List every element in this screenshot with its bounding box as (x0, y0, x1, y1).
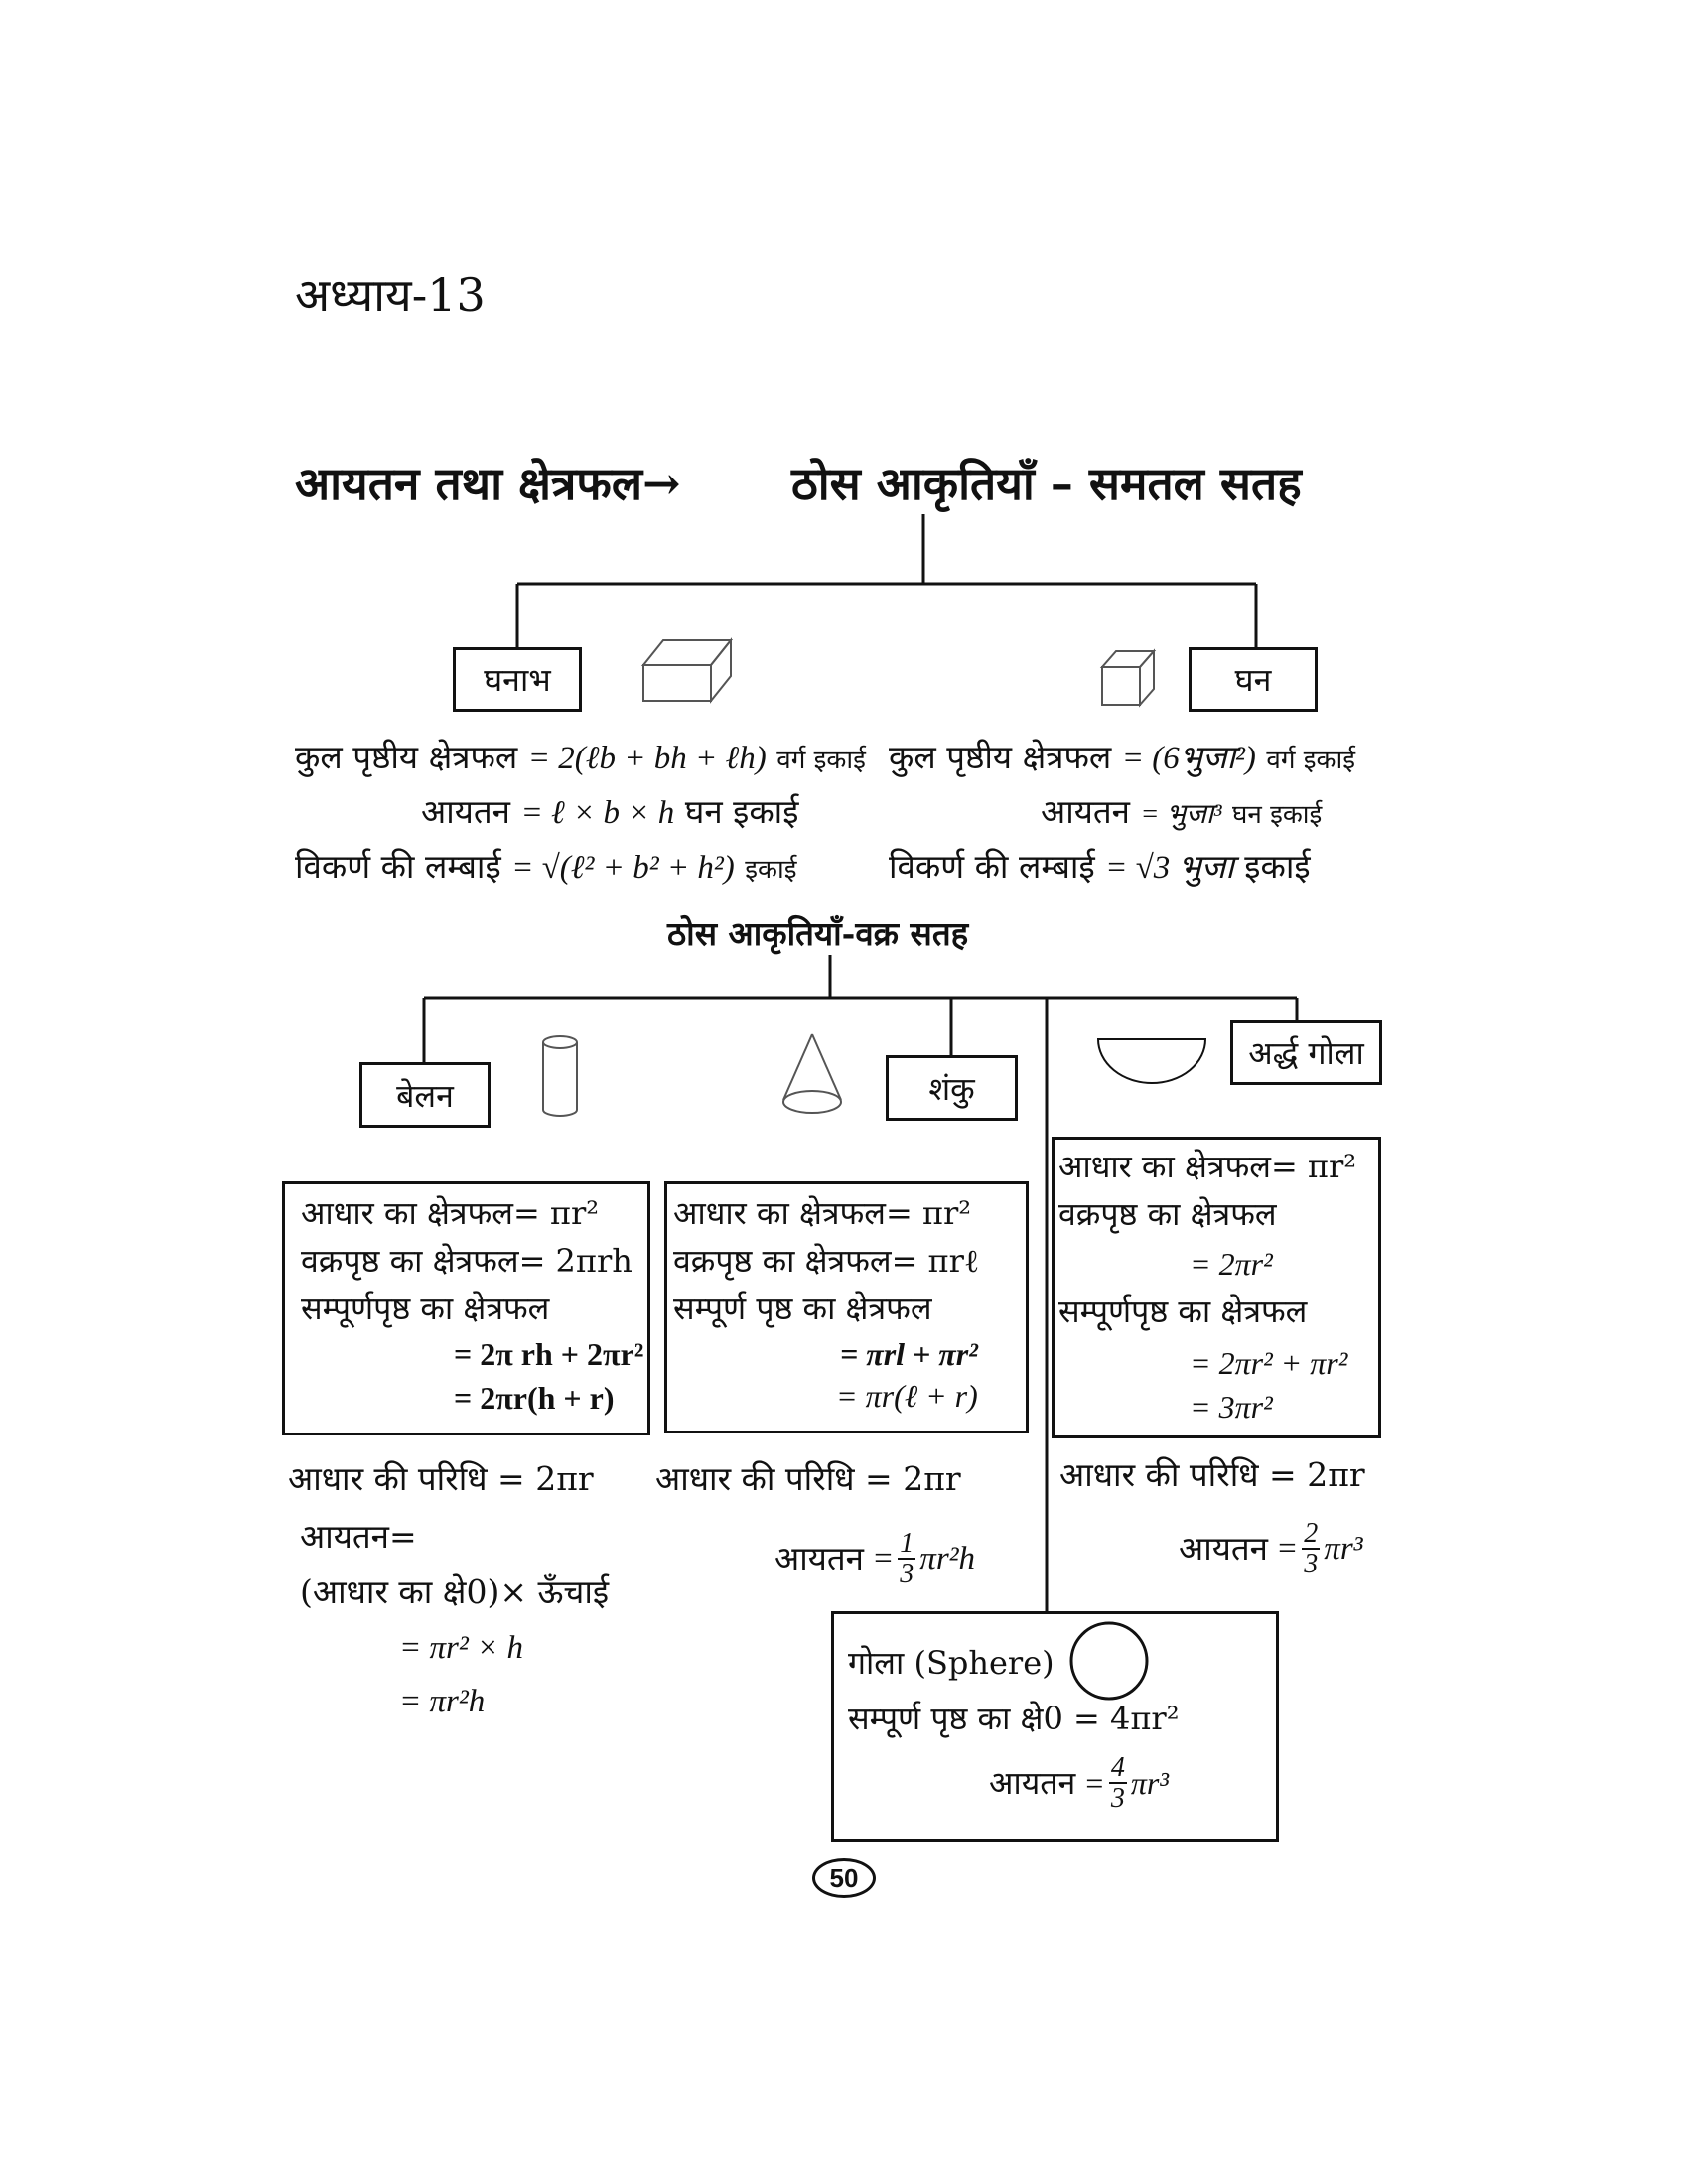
hemisphere-tsa-1: = 2πr² + πr² (1190, 1345, 1348, 1381)
cube-diag-unit: इकाई (1244, 847, 1311, 886)
curved-title: ठोस आकृतियाँ-वक्र सतह (667, 914, 969, 953)
cone-tsa-label: सम्पूर्ण पृष्ठ का क्षेत्रफल (673, 1290, 932, 1327)
cuboid-icon (643, 640, 731, 701)
cuboid-diag-unit: इकाई (745, 855, 797, 885)
cube-diagonal (889, 849, 1311, 886)
cube-tsa (889, 740, 1355, 776)
page-number: 50 (812, 1858, 876, 1898)
cube-volume-unit: घन इकाई (1232, 800, 1323, 830)
cone-volume-numerator: 1 (900, 1528, 914, 1559)
cuboid-tsa-formula: = 2(ℓb + bh + ℓh) (527, 741, 767, 776)
sphere-volume-fraction (1109, 1753, 1127, 1814)
cuboid-diag-formula: = √(ℓ² + b² + h²) (511, 850, 735, 886)
cube-volume-formula: = भुजा³ (1140, 799, 1222, 830)
cube-tsa-formula: = (6भुजा²) (1121, 741, 1256, 776)
hemisphere-label-box: अर्द्ध गोला (1230, 1020, 1382, 1085)
cuboid-volume-unit: घन इकाई (684, 792, 799, 831)
hemisphere-csa-value: = 2πr² (1190, 1246, 1273, 1282)
cylinder-volume-1: (आधार का क्षे0)× ऊँचाई (300, 1572, 610, 1611)
cone-volume-denominator: 3 (900, 1559, 914, 1590)
cone-base-area: आधार का क्षेत्रफल= πr² (673, 1194, 972, 1232)
cone-volume: आयतन = $\frac{1}{3}$ πr²h (774, 1528, 976, 1590)
hemisphere-csa-label: वक्रपृष्ठ का क्षेत्रफल (1058, 1195, 1277, 1233)
cuboid-tsa-unit: वर्ग इकाई (776, 746, 866, 775)
sphere-volume-numerator: 4 (1110, 1752, 1125, 1783)
cuboid-volume-label: आयतन (421, 792, 510, 831)
cube-volume (1041, 794, 1322, 831)
hemisphere-icon (1098, 1039, 1205, 1083)
cone-circumference: आधार की परिधि = 2πr (655, 1459, 961, 1498)
hemisphere-volume-label: आयतन (1179, 1529, 1268, 1569)
cube-label-box: घन (1189, 647, 1318, 712)
hemisphere-base-area: आधार का क्षेत्रफल= πr² (1058, 1148, 1357, 1185)
cone-tsa-2: = πr(ℓ + r) (836, 1378, 978, 1414)
chapter-heading: अध्याय-13 (295, 268, 486, 322)
cuboid-volume (421, 794, 798, 831)
cylinder-volume-label: आयतन= (300, 1517, 417, 1556)
main-title-right: ठोस आकृतियाँ – समतल सतह (791, 457, 1302, 510)
cube-tsa-label: कुल पृष्ठीय क्षेत्रफल (889, 738, 1112, 776)
cube-diag-formula: = √3 भुजा (1105, 850, 1234, 886)
cylinder-volume-2: = πr² × h (399, 1630, 524, 1666)
cuboid-tsa-label: कुल पृष्ठीय क्षेत्रफल (295, 738, 518, 776)
cylinder-icon (543, 1036, 577, 1116)
cylinder-tsa-2: = 2πr(h + r) (454, 1380, 615, 1416)
sphere-volume-denominator: 3 (1110, 1783, 1125, 1815)
hemisphere-volume-tail: πr³ (1324, 1531, 1363, 1568)
cone-csa: वक्रपृष्ठ का क्षेत्रफल= πrℓ (673, 1242, 980, 1280)
cylinder-volume-3: = πr²h (399, 1684, 486, 1719)
cuboid-tsa (295, 740, 866, 776)
sphere-label: गोला (Sphere) (848, 1644, 1055, 1682)
hemisphere-tsa-label: सम्पूर्णपृष्ठ का क्षेत्रफल (1058, 1293, 1308, 1330)
cone-label-box: शंकु (886, 1055, 1018, 1121)
cylinder-csa: वक्रपृष्ठ का क्षेत्रफल= 2πrh (301, 1242, 633, 1280)
cone-tsa-1: = πrl + πr² (840, 1336, 978, 1372)
hemisphere-volume: आयतन = $\frac{2}{3}$ πr³ (1179, 1518, 1363, 1580)
cuboid-volume-formula: = ℓ × b × h (520, 795, 675, 831)
cylinder-tsa-1: = 2π rh + 2πr² (454, 1336, 644, 1372)
sphere-panel (831, 1611, 1279, 1842)
hemisphere-volume-fraction (1302, 1519, 1320, 1579)
cylinder-label-box: बेलन (359, 1062, 491, 1128)
sphere-volume: आयतन = $\frac{4}{3}$ πr³ (989, 1752, 1169, 1815)
hemisphere-tsa-2: = 3πr² (1190, 1389, 1273, 1425)
hemisphere-volume-denominator: 3 (1304, 1549, 1319, 1580)
cylinder-base-area: आधार का क्षेत्रफल= πr² (301, 1194, 600, 1232)
cuboid-diag-label: विकर्ण की लम्बाई (295, 847, 501, 886)
hemisphere-circumference: आधार की परिधि = 2πr (1059, 1455, 1365, 1494)
cube-volume-label: आयतन (1041, 792, 1130, 831)
cube-icon (1102, 651, 1154, 705)
cylinder-tsa-label: सम्पूर्णपृष्ठ का क्षेत्रफल (301, 1290, 550, 1327)
sphere-tsa: सम्पूर्ण पृष्ठ का क्षे0 = 4πr² (848, 1700, 1180, 1737)
cuboid-diagonal (295, 849, 796, 886)
hemisphere-volume-numerator: 2 (1304, 1518, 1319, 1549)
cone-volume-fraction (898, 1529, 915, 1589)
cylinder-panel (282, 1181, 650, 1435)
cylinder-circumference: आधार की परिधि = 2πr (288, 1459, 594, 1498)
cube-tsa-unit: वर्ग इकाई (1266, 746, 1355, 775)
cone-volume-tail: πr²h (919, 1541, 976, 1577)
sphere-volume-label: आयतन (989, 1763, 1076, 1802)
cuboid-label-box: घनाभ (453, 647, 582, 712)
cone-volume-label: आयतन (774, 1539, 864, 1578)
sphere-volume-tail: πr³ (1130, 1764, 1169, 1801)
cone-icon (783, 1034, 841, 1113)
cone-panel (664, 1181, 1029, 1433)
main-title-left: आयतन तथा क्षेत्रफल→ (295, 457, 681, 510)
hemisphere-panel (1052, 1137, 1381, 1438)
cube-diag-label: विकर्ण की लम्बाई (889, 847, 1095, 886)
